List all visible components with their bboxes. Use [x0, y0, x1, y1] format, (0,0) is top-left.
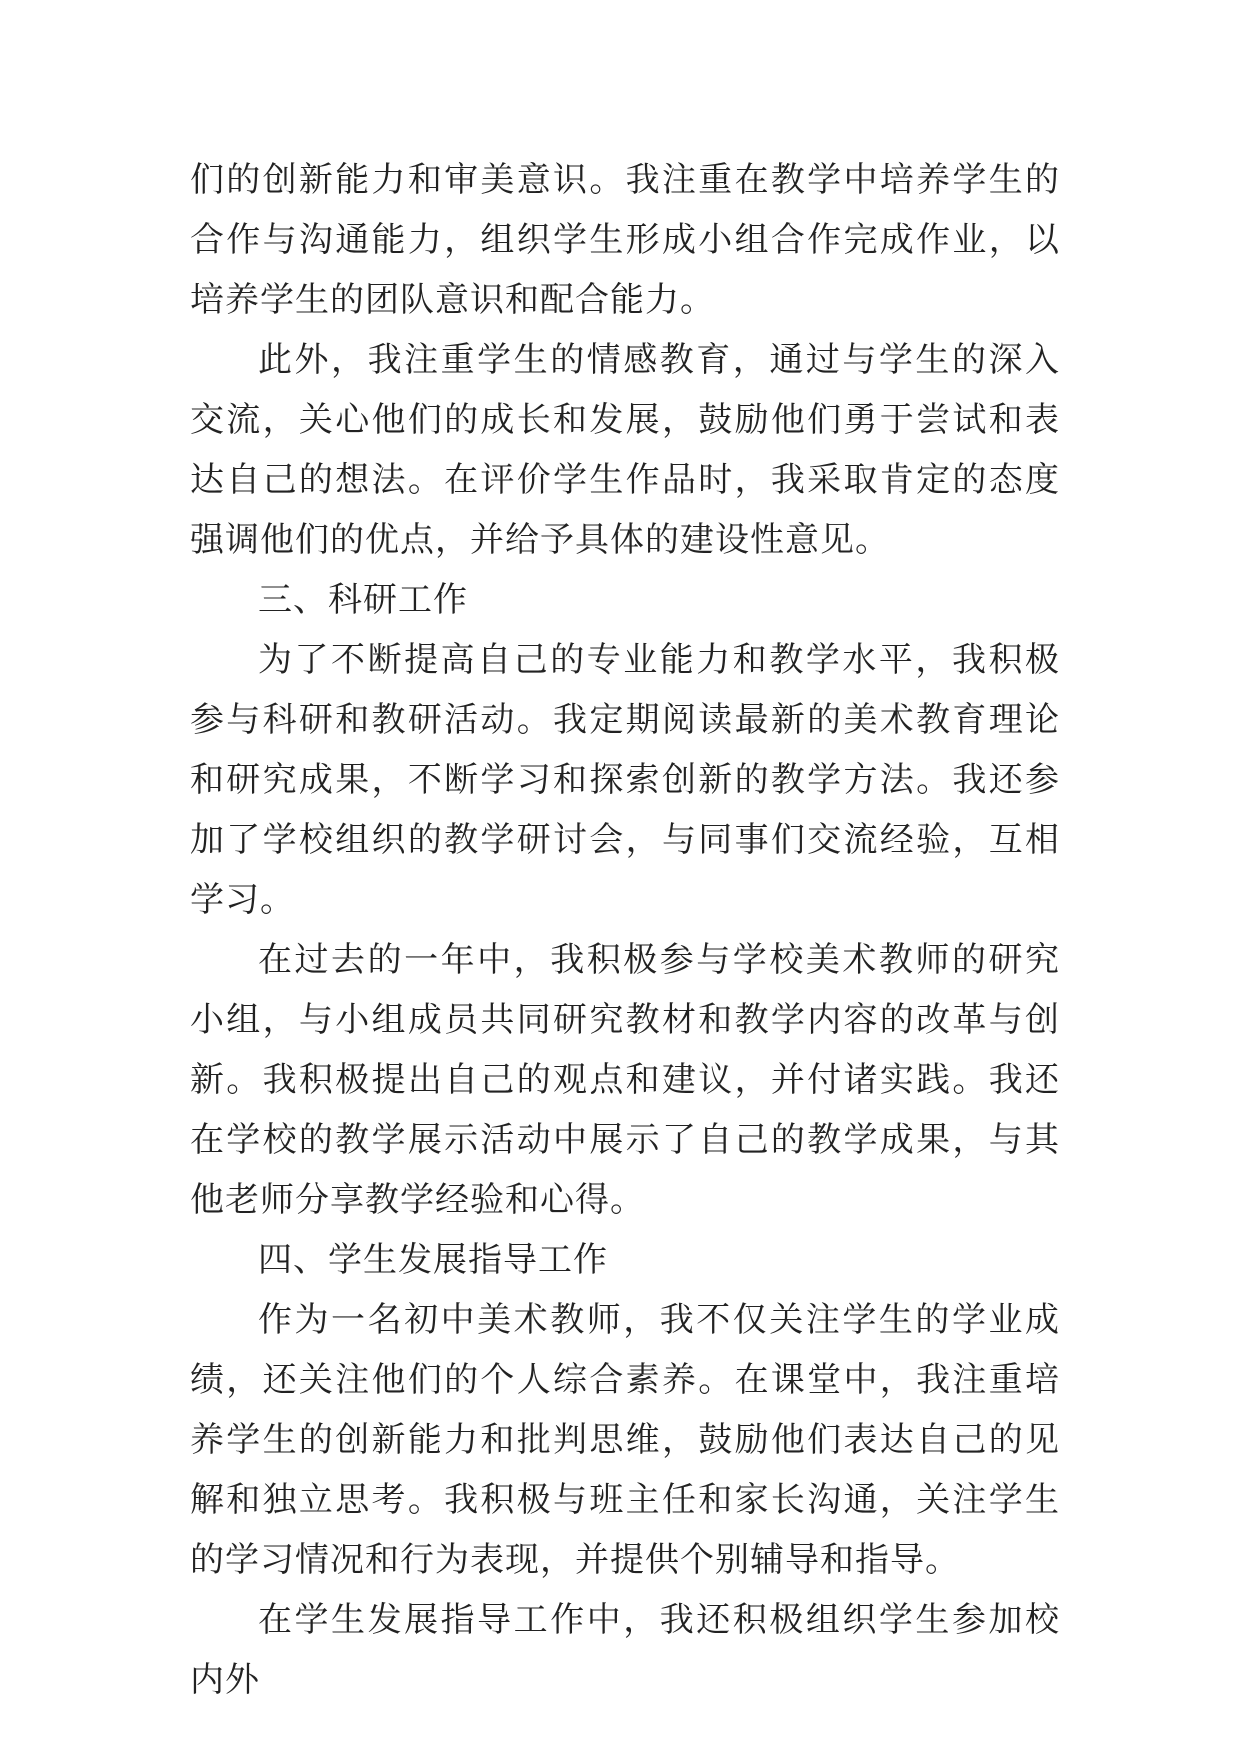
section-heading-research: 三、科研工作 [258, 580, 468, 620]
paragraph-2: 此外，我注重学生的情感教育，通过与学生的深入交流，关心他们的成长和发展，鼓励他们勇于尝试和表达自己的想法。在评价学生作品时，我采取肯定的态度强调他们的优点，并给予具体的建设性意见。 [190, 340, 1060, 560]
paragraph-4: 在过去的一年中，我积极参与学校美术教师的研究小组，与小组成员共同研究教材和教学内容的改革与创新。我积极提出自己的观点和建议，并付诸实践。我还在学校的教学展示活动中展示了自己的教学成果，与其他老师分享教学经验和心得。 [190, 940, 1060, 1220]
paragraph-6: 在学生发展指导工作中，我还积极组织学生参加校内外 [190, 1600, 1060, 1700]
paragraph-1: 们的创新能力和审美意识。我注重在教学中培养学生的合作与沟通能力，组织学生形成小组合作完成作业，以培养学生的团队意识和配合能力。 [190, 160, 1060, 320]
document-body [190, 150, 1060, 1710]
section-heading-student-guidance: 四、学生发展指导工作 [258, 1240, 608, 1280]
paragraph-5: 作为一名初中美术教师，我不仅关注学生的学业成绩，还关注他们的个人综合素养。在课堂中，我注重培养学生的创新能力和批判思维，鼓励他们表达自己的见解和独立思考。我积极与班主任和家长沟通，关注学生的学习情况和行为表现，并提供个别辅导和指导。 [190, 1300, 1060, 1580]
paragraph-3: 为了不断提高自己的专业能力和教学水平，我积极参与科研和教研活动。我定期阅读最新的美术教育理论和研究成果，不断学习和探索创新的教学方法。我还参加了学校组织的教学研讨会，与同事们交流经验，互相学习。 [190, 640, 1060, 920]
